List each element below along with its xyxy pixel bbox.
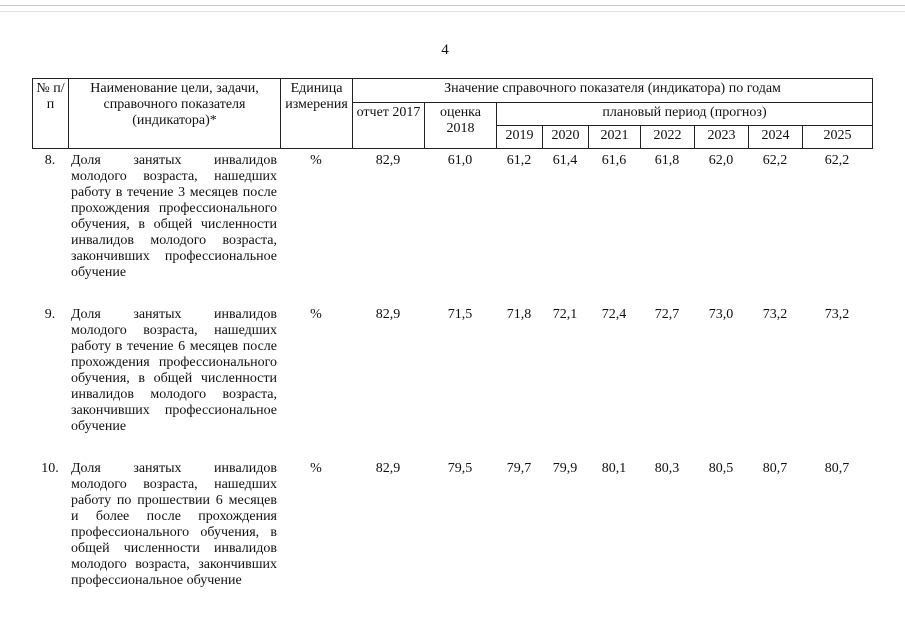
row-value: 61,8 <box>654 153 680 168</box>
row-value: 80,5 <box>708 461 734 476</box>
table-row <box>32 461 872 615</box>
row-value: 79,9 <box>552 461 578 476</box>
scan-top-rule-secondary <box>0 11 905 12</box>
row-value: 73,2 <box>762 307 788 322</box>
header-year: 2022 <box>641 126 695 149</box>
row-value: 62,2 <box>824 153 850 168</box>
page-number: 4 <box>441 42 449 58</box>
header-year: 2021 <box>589 126 641 149</box>
table-row <box>32 150 872 307</box>
row-unit: % <box>310 461 322 476</box>
scan-top-rule <box>0 5 905 6</box>
row-number: 8. <box>44 153 56 168</box>
row-value: 80,7 <box>824 461 850 476</box>
row-value: 61,4 <box>552 153 578 168</box>
row-number: 9. <box>44 307 56 322</box>
header-unit: Единица измерения <box>281 79 353 149</box>
header-year: 2025 <box>803 126 873 149</box>
header-name: Наименование цели, задачи, справочного показателя (индикатора)* <box>69 79 281 149</box>
header-estimate: оценка 2018 <box>425 103 497 149</box>
row-value: 79,5 <box>447 461 473 476</box>
header-number: № п/п <box>33 79 69 149</box>
row-value: 80,7 <box>762 461 788 476</box>
row-value: 72,4 <box>601 307 627 322</box>
row-value: 72,7 <box>654 307 680 322</box>
row-name: Доля занятых инвалидов молодого возраста, нашедших работу в течение 3 месяцев после прохождения профессионального обучения, в общей численности инвалидов молодого возраста, закончивших профессиональное обучение <box>71 153 277 280</box>
row-value: 73,0 <box>708 307 734 322</box>
row-value: 61,6 <box>601 153 627 168</box>
header-report: отчет 2017 <box>353 103 425 149</box>
header-year: 2020 <box>543 126 589 149</box>
row-value: 71,8 <box>506 307 532 322</box>
row-value: 79,7 <box>506 461 532 476</box>
header-year: 2024 <box>749 126 803 149</box>
row-value: 71,5 <box>447 307 473 322</box>
header-year: 2019 <box>497 126 543 149</box>
row-value: 61,2 <box>506 153 532 168</box>
row-value: 82,9 <box>375 461 401 476</box>
table-body <box>32 150 872 615</box>
row-number: 10. <box>41 461 59 476</box>
row-name: Доля занятых инвалидов молодого возраста, нашедших работу по прошествии 6 месяцев и более после прохождения профессионального обучения, в общей численности инвалидов молодого возраста, закончивших профессиональное обучение <box>71 461 277 588</box>
row-unit: % <box>310 153 322 168</box>
row-value: 82,9 <box>375 307 401 322</box>
row-value: 80,1 <box>601 461 627 476</box>
header-planned: плановый период (прогноз) <box>497 103 873 126</box>
row-value: 73,2 <box>824 307 850 322</box>
header-year: 2023 <box>695 126 749 149</box>
row-value: 80,3 <box>654 461 680 476</box>
row-value: 61,0 <box>447 153 473 168</box>
row-value: 72,1 <box>552 307 578 322</box>
row-name: Доля занятых инвалидов молодого возраста, нашедших работу в течение 6 месяцев после прохождения профессионального обучения, в общей численности инвалидов молодого возраста, закончивших профессиональное обучение <box>71 307 277 434</box>
row-value: 82,9 <box>375 153 401 168</box>
row-unit: % <box>310 307 322 322</box>
table-header <box>32 78 873 149</box>
header-values: Значение справочного показателя (индикатора) по годам <box>353 79 873 103</box>
row-value: 62,0 <box>708 153 734 168</box>
row-value: 62,2 <box>762 153 788 168</box>
table-row <box>32 307 872 461</box>
